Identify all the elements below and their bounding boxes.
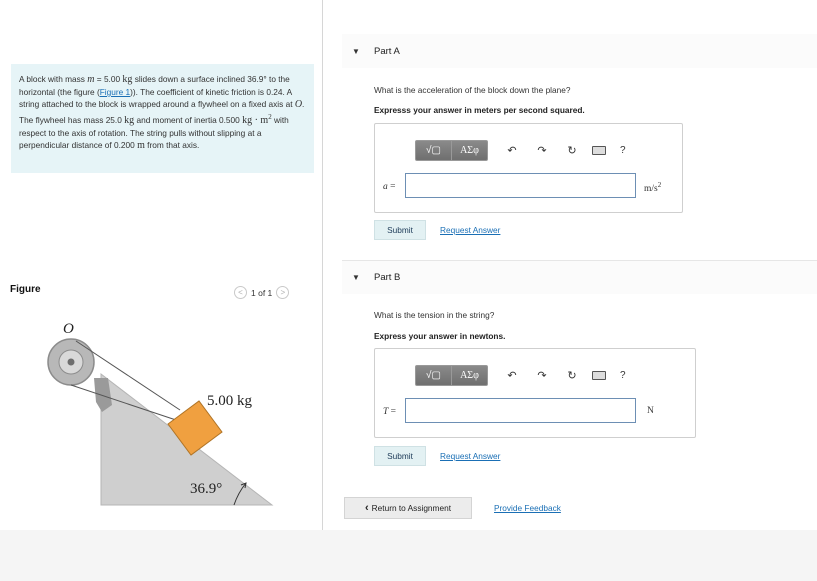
- part-b-title: Part B: [374, 272, 401, 283]
- mass-variable: m: [87, 74, 95, 85]
- problem-text: from that axis.: [144, 139, 200, 150]
- problem-text: with respect to the axis of rotation. The string pulls without slipping at a perpendicular distance of 0.200: [19, 114, 289, 150]
- greek-symbols-button[interactable]: ΑΣφ: [452, 140, 488, 161]
- figure-pager: [234, 286, 289, 299]
- part-a-submit-button[interactable]: Submit: [374, 220, 426, 240]
- flywheel-axle: [68, 359, 75, 366]
- equals-sign: =: [387, 182, 396, 192]
- answer-variable-label: [383, 407, 396, 417]
- column-divider: [322, 0, 323, 530]
- unit-exponent: 2: [268, 113, 272, 121]
- collapse-triangle-icon[interactable]: ▼: [352, 46, 360, 56]
- mass-label: 5.00 kg: [207, 393, 252, 409]
- part-a-question: What is the acceleration of the block down the plane?: [374, 85, 571, 95]
- answer-unit: N: [647, 406, 654, 416]
- incline-figure: [0, 310, 300, 525]
- redo-icon[interactable]: ↷: [537, 370, 547, 382]
- problem-text: . The flywheel has mass 25.0: [19, 99, 305, 125]
- return-to-assignment-button[interactable]: [344, 497, 472, 519]
- problem-text: slides down a surface inclined 36.9° to the horizontal (the figure (: [19, 74, 290, 97]
- answer-variable-label: [383, 182, 395, 192]
- acceleration-input[interactable]: [405, 173, 636, 198]
- part-b-instruction: Express your answer in newtons.: [374, 331, 506, 341]
- part-b-request-answer-link[interactable]: Request Answer: [440, 451, 501, 461]
- provide-feedback-link[interactable]: Provide Feedback: [494, 503, 561, 513]
- tension-input[interactable]: [405, 398, 636, 423]
- reset-icon[interactable]: ↻: [567, 145, 577, 157]
- angle-label: 36.9°: [190, 481, 223, 497]
- part-a-request-answer-link[interactable]: Request Answer: [440, 225, 501, 235]
- keyboard-icon[interactable]: [592, 146, 606, 155]
- problem-text: )). The coefficient of kinetic friction is 0.24. A string attached to the block is wrapped around a flywheel on a fixed axis at: [19, 87, 295, 109]
- unit-base: m/s: [644, 184, 658, 195]
- problem-text: = 5.00: [94, 74, 123, 84]
- chevron-left-icon: ‹: [365, 502, 369, 514]
- figure-link[interactable]: Figure 1: [99, 87, 131, 97]
- next-figure-button[interactable]: >: [276, 286, 289, 299]
- part-b-answer-box: [374, 348, 696, 438]
- part-a-instruction: Expresss your answer in meters per second squared.: [374, 105, 585, 115]
- axis-label-o: O: [63, 321, 74, 337]
- part-a-answer-box: [374, 123, 683, 213]
- problem-text: A block with mass: [19, 74, 88, 84]
- problem-text: and moment of inertia 0.500: [134, 114, 243, 125]
- undo-icon[interactable]: ↶: [507, 145, 517, 157]
- variable-a: a: [383, 182, 388, 192]
- undo-icon[interactable]: ↶: [507, 370, 517, 382]
- greek-symbols-button[interactable]: ΑΣφ: [452, 365, 488, 386]
- math-toolbar: [415, 365, 626, 386]
- part-a-header[interactable]: [342, 34, 817, 68]
- help-icon[interactable]: ?: [620, 145, 626, 156]
- templates-button[interactable]: √▢: [415, 140, 452, 161]
- unit-kg: kg: [122, 74, 133, 85]
- variable-t: T: [383, 407, 389, 417]
- unit-kgm2: kg · m: [242, 114, 269, 126]
- axis-variable: O: [294, 99, 303, 110]
- equals-sign: =: [388, 407, 397, 417]
- redo-icon[interactable]: ↷: [537, 145, 547, 157]
- part-b-submit-button[interactable]: Submit: [374, 446, 426, 466]
- keyboard-icon[interactable]: [592, 371, 606, 380]
- figure-page-count: 1 of 1: [251, 287, 273, 298]
- unit-m: m: [137, 139, 145, 151]
- help-icon[interactable]: ?: [620, 370, 626, 381]
- return-label: Return to Assignment: [371, 503, 451, 513]
- answer-unit: [644, 181, 661, 194]
- collapse-triangle-icon[interactable]: ▼: [352, 273, 360, 282]
- unit-kg: kg: [124, 114, 135, 126]
- page-footer-band: [0, 530, 817, 581]
- math-toolbar: [415, 140, 626, 161]
- templates-button[interactable]: √▢: [415, 365, 452, 386]
- part-a-title: Part A: [374, 45, 400, 57]
- part-b-question: What is the tension in the string?: [374, 310, 495, 320]
- problem-statement: [11, 64, 314, 173]
- part-b-header[interactable]: [342, 260, 817, 294]
- left-panel: [0, 0, 322, 530]
- unit-exponent: 2: [657, 181, 662, 189]
- prev-figure-button[interactable]: <: [234, 286, 247, 299]
- reset-icon[interactable]: ↻: [567, 370, 577, 382]
- figure-heading: Figure: [10, 284, 41, 295]
